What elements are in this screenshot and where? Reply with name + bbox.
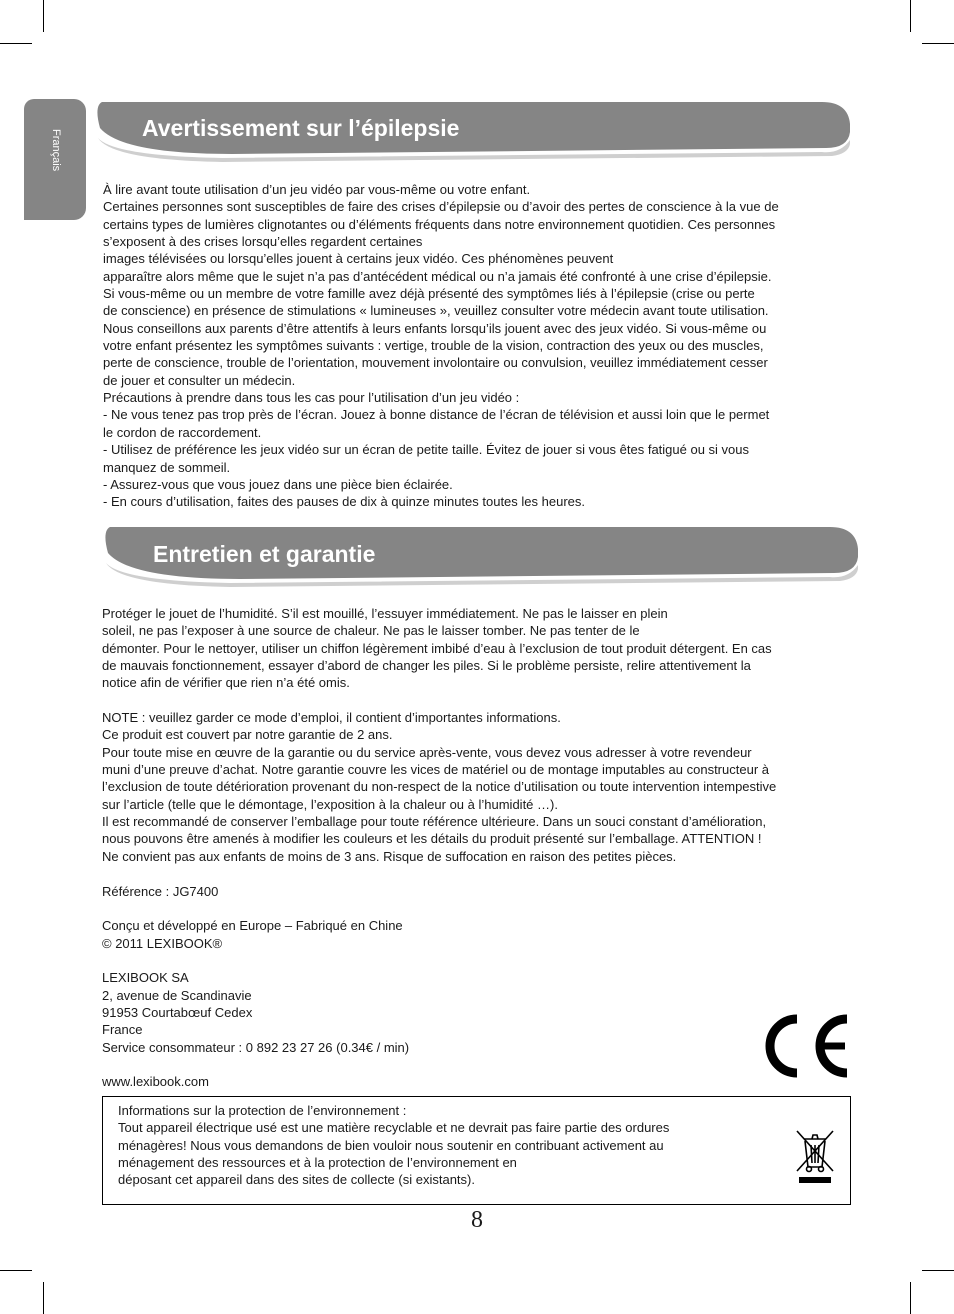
paragraph-line: votre enfant présentez les symptômes suivants : vertige, trouble de la vision, contraction des yeux ou des muscles,	[103, 338, 764, 354]
paragraph-line: - Utilisez de préférence les jeux vidéo sur un écran de petite taille. Évitez de jouer si vous êtes fatigué ou si vous	[103, 442, 750, 458]
crop-mark	[910, 1282, 911, 1314]
paragraph-line	[102, 692, 776, 709]
paragraph-line: notice afin de vérifier que rien n’a été omis.	[102, 675, 350, 691]
paragraph-line: Protéger le jouet de l’humidité. S’il est mouillé, l’essuyer immédiatement. Ne pas le laisser en plein	[102, 606, 668, 621]
crop-mark	[43, 1282, 44, 1314]
section-title: Avertissement sur l’épilepsie	[142, 115, 460, 141]
paragraph-line: - Ne vous tenez pas trop près de l’écran. Jouez à bonne distance de l’écran de télévision et aussi loin que le permet	[103, 407, 770, 423]
address-line: France	[102, 1022, 143, 1038]
crop-mark	[922, 1270, 954, 1271]
paragraph-line: NOTE : veuillez garder ce mode d’emploi, il contient d’importantes informations.	[102, 710, 561, 726]
paragraph-line	[102, 1056, 776, 1073]
paragraph-line: l’exclusion de toute détérioration provenant du non-respect de la notice d’utilisation ou toute intervention intempestive	[102, 779, 777, 795]
environment-info-box	[102, 1096, 851, 1205]
address-line: LEXIBOOK SA	[102, 970, 189, 986]
maintenance-text	[102, 605, 776, 1091]
paragraph-line: muni d’une preuve d’achat. Notre garantie couvre les vices de matériel ou de montage imputables au constructeur à	[102, 762, 769, 778]
language-tab	[24, 99, 86, 220]
paragraph-line: de mauvais fonctionnement, essayer d’abord de changer les piles. Si le problème persiste, relire attentivement la	[102, 658, 751, 674]
environment-line: ménagement des ressources et à la protection de l’environnement en	[118, 1155, 517, 1171]
paragraph-line: de conscience) en présence de stimulations « lumineuses », veuillez consulter votre médecin avant toute utilisation.	[103, 303, 769, 319]
service-line: Service consommateur : 0 892 23 27 26 (0.34€ / min)	[102, 1039, 410, 1055]
paragraph-line: certains types de lumières clignotantes ou d’éléments fréquents dans notre environnement quotidien. Ces personnes	[103, 216, 776, 232]
paragraph-line: Ne convient pas aux enfants de moins de 3 ans. Risque de suffocation en raison des petites pièces.	[102, 848, 677, 864]
paragraph-line: Si vous-même ou un membre de votre famille avez déjà présenté des symptômes liés à l’épilepsie (crise ou perte	[103, 286, 755, 302]
paragraph-line: perte de conscience, trouble de l’orientation, mouvement involontaire ou convulsion, veuillez immédiatement cesser	[103, 355, 768, 371]
section-title: Entretien et garantie	[153, 541, 376, 567]
paragraph-line: images télévisées ou lorsqu’elles jouent à certains jeux vidéo. Ces phénomènes peuvent	[103, 251, 614, 267]
paragraph-line: Précautions à prendre dans tous les cas pour l’utilisation d’un jeu vidéo :	[103, 390, 520, 406]
language-tab-label: Français	[50, 129, 62, 172]
paragraph-line: Pour toute mise en œuvre de la garantie ou du service après-vente, vous devez vous adresser à votre revendeur	[102, 744, 752, 760]
paragraph-line: Il est recommandé de conserver l’emballage pour toute référence ultérieure. Dans un souci constant d’amélioration,	[102, 814, 767, 830]
origin-line: Conçu et développé en Europe – Fabriqué en Chine	[102, 918, 403, 934]
paragraph-line	[102, 900, 776, 917]
reference-line: Référence : JG7400	[102, 883, 219, 899]
ce-mark-icon	[761, 1013, 851, 1079]
paragraph-line: soleil, ne pas l’exposer à une source de chaleur. Ne pas le laisser tomber. Ne pas tenter de le	[102, 623, 640, 639]
section-banner-maintenance	[100, 523, 862, 591]
environment-line: ménagères! Nous vous demandons de bien vouloir nous soutenir en contribuant activement au	[118, 1137, 664, 1153]
environment-line: Tout appareil électrique usé est une matière recyclable et ne devrait pas faire partie des ordures	[118, 1120, 670, 1136]
address-line: 91953 Courtabœuf Cedex	[102, 1004, 253, 1020]
paragraph-line: Certaines personnes sont susceptibles de faire des crises d’épilepsie ou d’avoir des pertes de conscience à la vue de	[103, 199, 779, 215]
paragraph-line: nous pouvons être amenés à modifier les couleurs et les détails du produit présenté sur l’emballage. ATTENTION !	[102, 831, 762, 847]
paragraph-line: - Assurez-vous que vous jouez dans une pièce bien éclairée.	[103, 476, 453, 492]
environment-text	[118, 1102, 669, 1189]
section-banner-epilepsy	[92, 98, 854, 166]
paragraph-line: le cordon de raccordement.	[103, 424, 262, 440]
paragraph-line: démonter. Pour le nettoyer, utiliser un chiffon légèrement imbibé d’eau à l’exclusion de tout produit détergent. En cas	[102, 640, 772, 656]
paragraph-line: Ce produit est couvert par notre garantie de 2 ans.	[102, 727, 393, 743]
crop-mark	[0, 43, 32, 44]
page-number: 8	[471, 1207, 483, 1233]
paragraph-line: sur l’article (telle que le démontage, l’exposition à la chaleur ou à l’humidité …).	[102, 796, 558, 812]
crop-mark	[0, 1270, 32, 1271]
crop-mark	[43, 0, 44, 32]
website-link[interactable]: www.lexibook.com	[102, 1074, 209, 1090]
environment-line: déposant cet appareil dans des sites de collecte (si existants).	[118, 1172, 475, 1188]
crossed-bin-icon	[795, 1127, 835, 1185]
address-line: 2, avenue de Scandinavie	[102, 987, 252, 1003]
paragraph-line: s’exposent à des crises lorsqu’elles regardent certaines	[103, 234, 423, 250]
paragraph-line: - En cours d’utilisation, faites des pauses de dix à quinze minutes toutes les heures.	[103, 494, 585, 510]
crop-mark	[910, 0, 911, 32]
paragraph-line: apparaître alors même que le sujet n’a pas d’antécédent médical ou n’a jamais été confronté à une crise d’épilepsie.	[103, 268, 772, 284]
paragraph-line	[102, 865, 776, 882]
paragraph-line	[102, 952, 776, 969]
copyright-line: © 2011 LEXIBOOK®	[102, 935, 223, 951]
paragraph-line: À lire avant toute utilisation d’un jeu vidéo par vous-même ou votre enfant.	[103, 182, 531, 197]
environment-line: Informations sur la protection de l’environnement :	[118, 1103, 407, 1118]
paragraph-line: Nous conseillons aux parents d’être attentifs à leurs enfants lorsqu’ils jouent avec des jeux vidéo. Si vous-même ou	[103, 320, 767, 336]
crop-mark	[922, 43, 954, 44]
paragraph-line: de jouer et consulter un médecin.	[103, 372, 296, 388]
paragraph-line: manquez de sommeil.	[103, 459, 231, 475]
epilepsy-text	[103, 181, 779, 511]
